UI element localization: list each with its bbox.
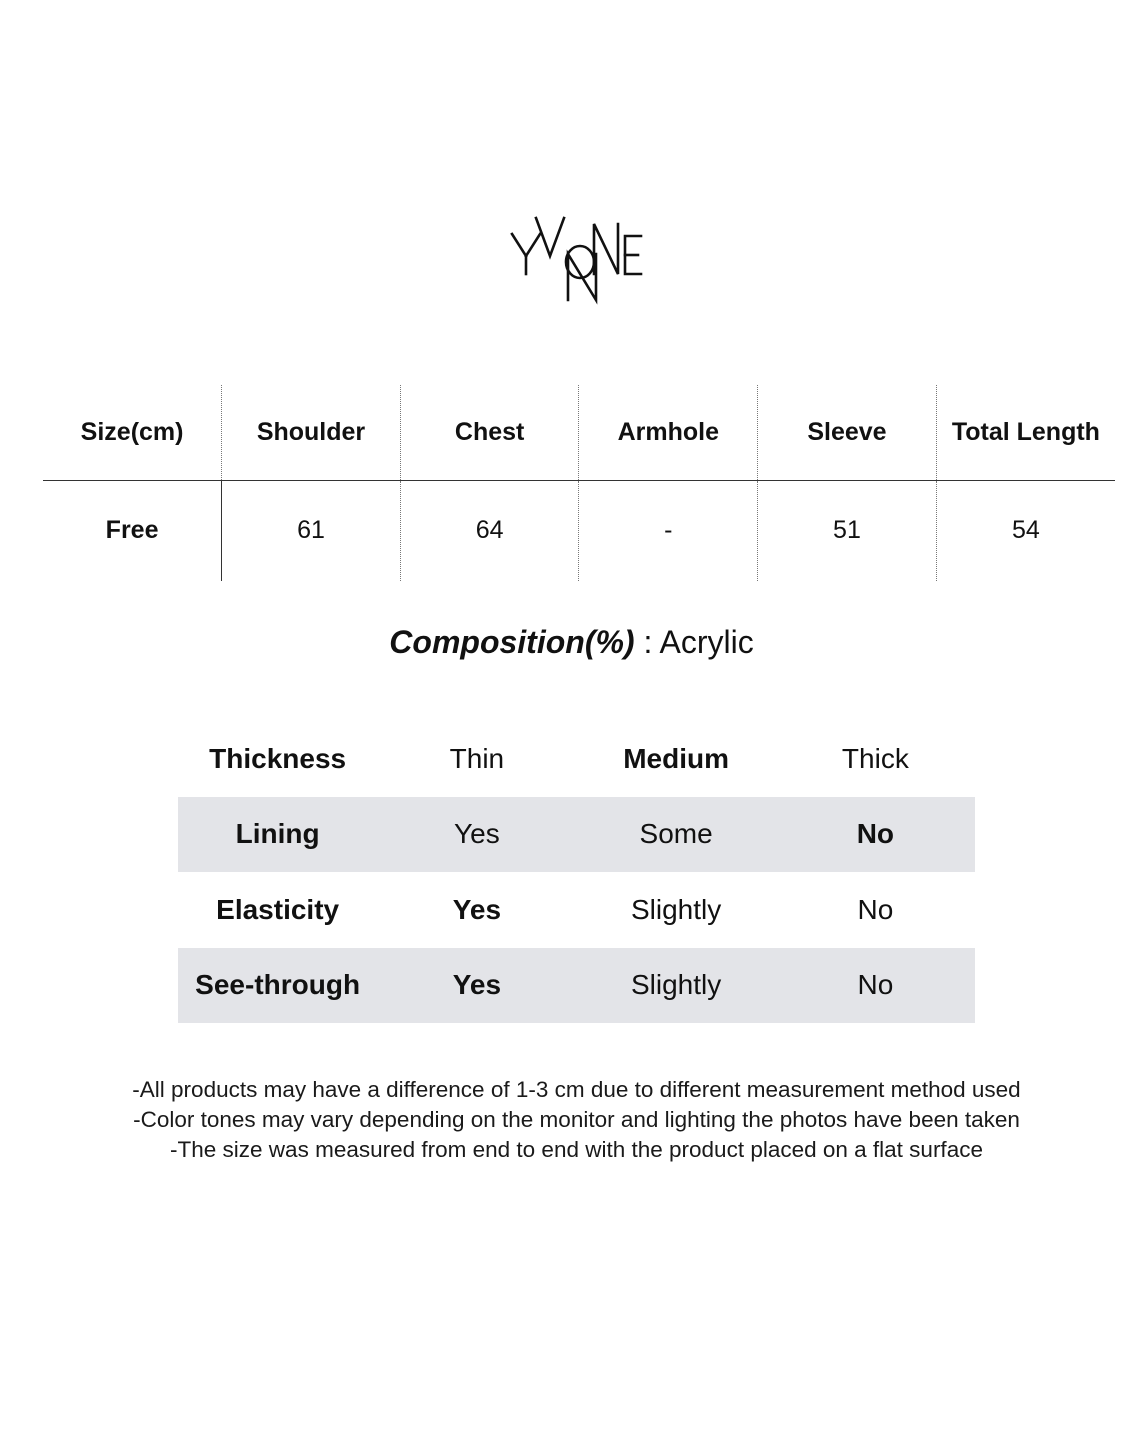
brand-logo	[500, 212, 650, 307]
property-label: See-through	[195, 969, 361, 1001]
note-line: -The size was measured from end to end with the product placed on a flat surface	[170, 1137, 983, 1162]
header-chest: Chest	[400, 385, 579, 480]
size-table	[43, 385, 1115, 581]
property-option: Slightly	[630, 969, 722, 1001]
header-shoulder: Shoulder	[222, 385, 401, 480]
armhole-value: -	[579, 480, 758, 581]
shoulder-value: 61	[297, 516, 325, 545]
size-table-header-row	[43, 385, 1115, 480]
total-length-value: 54	[936, 480, 1115, 581]
property-label: Thickness	[209, 742, 347, 774]
note-line: -Color tones may vary depending on the monitor and lighting the photos have been taken	[133, 1107, 1020, 1132]
size-value: Free	[43, 480, 222, 581]
header-armhole: Armhole	[579, 385, 758, 480]
property-option: Thin	[449, 742, 505, 774]
header-total-length: Total Length	[936, 385, 1115, 480]
composition-label: Composition(%)	[389, 624, 635, 660]
property-row-elasticity	[178, 872, 975, 948]
property-row-lining	[178, 797, 975, 873]
chest-value: 64	[400, 480, 579, 581]
property-option: Thick	[841, 742, 909, 774]
property-option: Yes	[452, 969, 502, 1001]
property-option: No	[857, 969, 894, 1001]
composition-value: Acrylic	[659, 624, 754, 660]
sleeve-value: 51	[758, 480, 937, 581]
property-row-thickness	[178, 721, 975, 797]
property-option: No	[857, 893, 894, 925]
property-option: Yes	[452, 893, 502, 925]
header-size: Size(cm)	[43, 385, 222, 480]
property-row-see-through	[178, 948, 975, 1024]
property-option: Medium	[623, 742, 730, 774]
fabric-properties-table	[178, 721, 975, 1023]
property-label: Lining	[235, 818, 320, 850]
header-sleeve: Sleeve	[758, 385, 937, 480]
property-option: Some	[639, 818, 713, 850]
property-option: No	[856, 818, 895, 850]
note-line: -All products may have a difference of 1-3 cm due to different measurement method used	[132, 1077, 1021, 1102]
composition-separator: :	[643, 624, 653, 660]
property-label: Elasticity	[216, 893, 340, 925]
property-option: Yes	[454, 818, 500, 850]
composition-line	[0, 620, 1143, 664]
measurement-notes	[0, 1075, 1143, 1165]
yvonne-monogram-icon	[500, 212, 650, 307]
property-option: Slightly	[630, 893, 722, 925]
table-row	[43, 480, 1115, 581]
